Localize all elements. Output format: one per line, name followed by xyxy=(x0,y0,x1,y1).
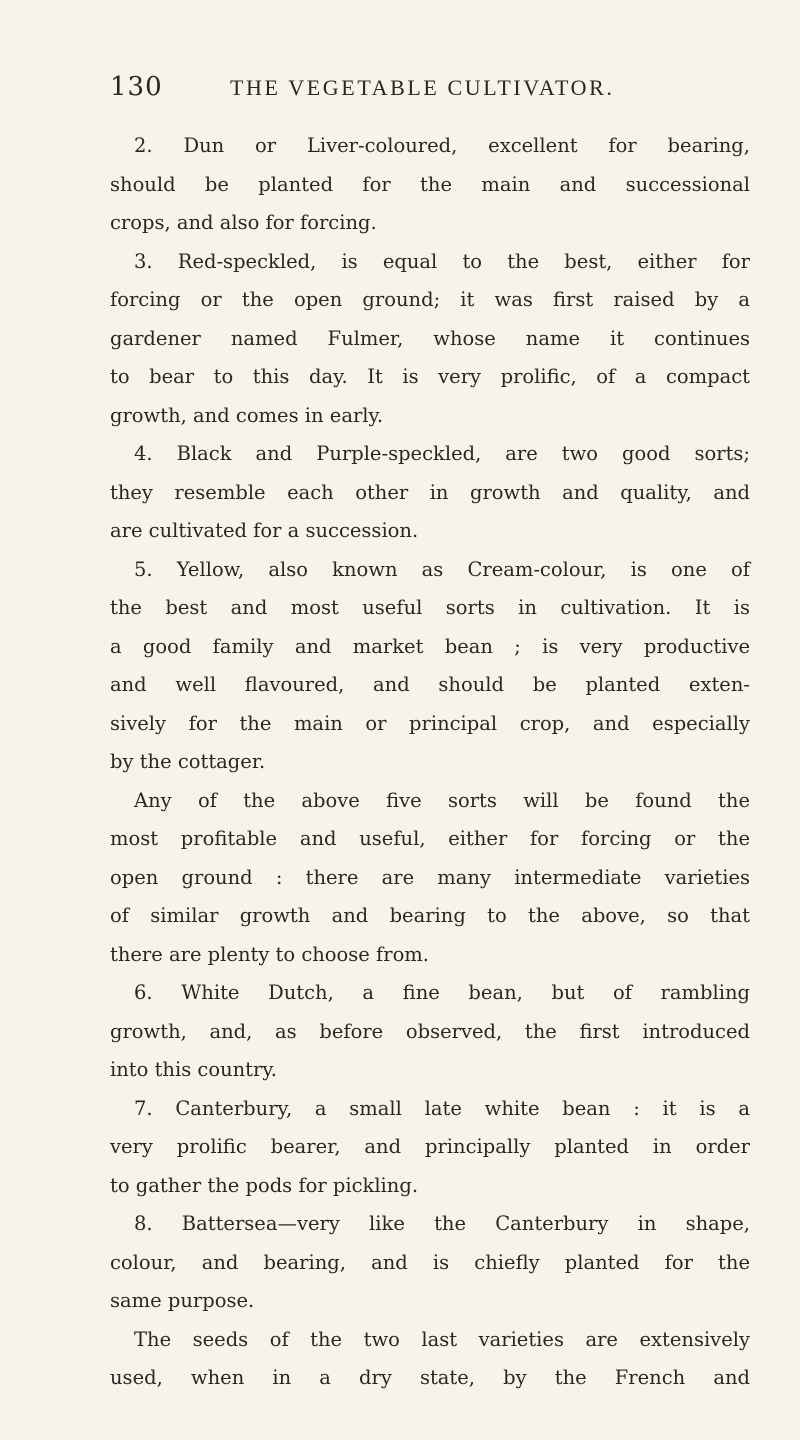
text-line: very prolific bearer, and principally planted in order xyxy=(110,1135,750,1158)
page-header xyxy=(100,72,720,112)
body-text xyxy=(110,127,750,1398)
text-line: used, when in a dry state, by the French and xyxy=(110,1366,750,1389)
text-line: Any of the above five sorts will be found the xyxy=(134,788,750,812)
text-line: same purpose. xyxy=(110,1289,255,1312)
text-line: most profitable and useful, either for forcing or the xyxy=(110,827,750,850)
text-line: growth, and comes in early. xyxy=(110,403,384,427)
text-line: by the cottager. xyxy=(110,750,266,773)
text-line: there are plenty to choose from. xyxy=(110,942,429,966)
text-line: 3. Red-speckled, is equal to the best, either for xyxy=(134,249,750,273)
text-line: are cultivated for a succession. xyxy=(110,519,419,542)
text-line: into this country. xyxy=(110,1058,277,1081)
text-line: sively for the main or principal crop, and especially xyxy=(110,711,750,735)
text-line: 4. Black and Purple-speckled, are two good sorts; xyxy=(134,442,750,465)
text-line: colour, and bearing, and is chiefly planted for the xyxy=(110,1250,750,1274)
text-line: open ground : there are many intermediate varieties xyxy=(110,865,750,889)
text-line: 8. Battersea—very like the Canterbury in shape, xyxy=(134,1212,750,1235)
text-line: 6. White Dutch, a fine bean, but of rambling xyxy=(134,981,750,1004)
text-line: The seeds of the two last varieties are extensively xyxy=(134,1327,750,1351)
text-line: the best and most useful sorts in cultivation. It is xyxy=(110,596,750,619)
page-number: 130 xyxy=(110,72,163,102)
text-line: to bear to this day. It is very prolific, of a compact xyxy=(110,365,750,388)
text-line: should be planted for the main and successional xyxy=(110,172,750,196)
text-line: forcing or the open ground; it was first raised by a xyxy=(110,288,750,311)
text-line: a good family and market bean ; is very productive xyxy=(110,634,750,658)
text-line: and well flavoured, and should be planted exten- xyxy=(110,673,750,696)
text-line: of similar growth and bearing to the above, so that xyxy=(110,904,750,927)
text-line: they resemble each other in growth and quality, and xyxy=(110,480,750,504)
text-line: 5. Yellow, also known as Cream-colour, is one of xyxy=(134,557,750,581)
text-line: 7. Canterbury, a small late white bean : it is a xyxy=(134,1096,750,1120)
text-line: gardener named Fulmer, whose name it continues xyxy=(110,326,750,350)
text-line: growth, and, as before observed, the first introduced xyxy=(110,1019,750,1043)
text-line: crops, and also for forcing. xyxy=(110,211,377,234)
text-line: 2. Dun or Liver-coloured, excellent for bearing, xyxy=(134,134,750,157)
running-title: THE VEGETABLE CULTIVATOR. xyxy=(230,75,615,100)
text-line: to gather the pods for pickling. xyxy=(110,1173,419,1197)
